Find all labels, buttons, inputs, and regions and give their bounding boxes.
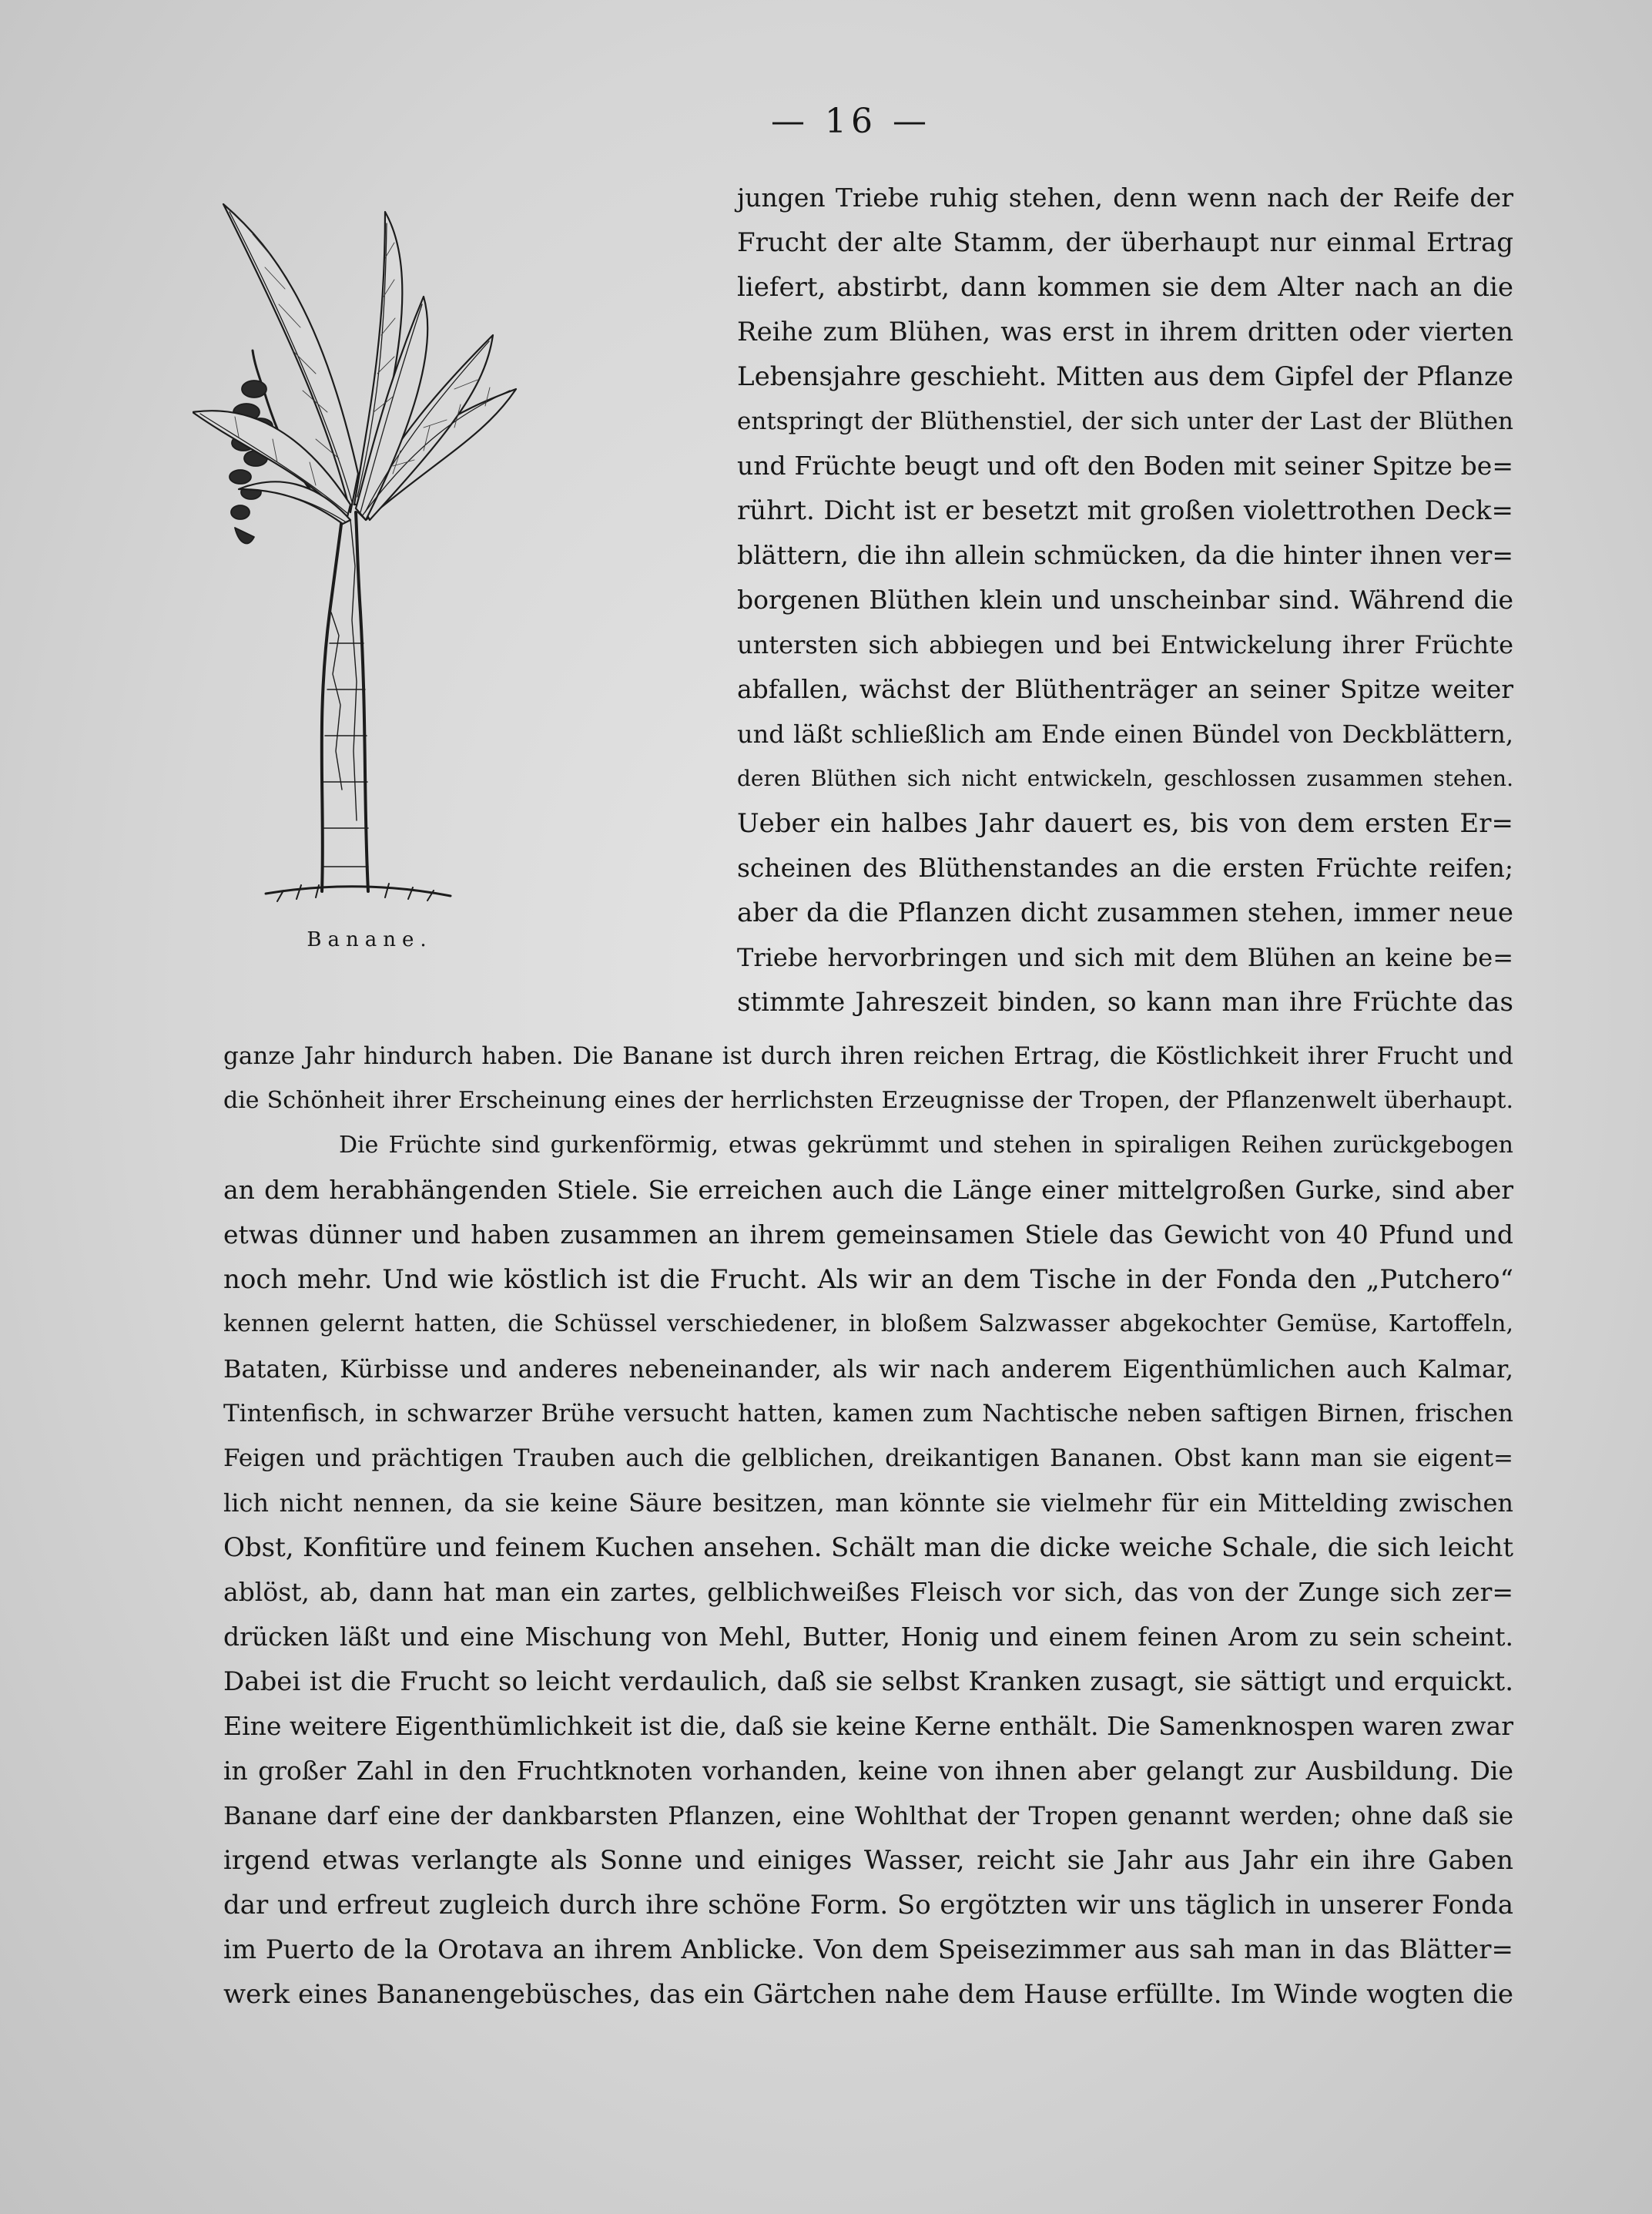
text-line: rührt. Dicht ist er besetzt mit großen violettrothen Deck= xyxy=(737,495,1513,526)
text-line: entspringt der Blüthenstiel, der sich unter der Last der Blüthen xyxy=(737,408,1513,435)
text-line: Bataten, Kürbisse und anderes nebeneinander, als wir nach anderem Eigenthümlichen auch Kalmar, xyxy=(223,1354,1513,1384)
text-line: Ueber ein halbes Jahr dauert es, bis von dem ersten Er= xyxy=(737,808,1513,839)
text-line: noch mehr. Und wie köstlich ist die Frucht. Als wir an dem Tische in der Fonda den „Putchero“ xyxy=(223,1264,1513,1295)
text-line: dar und erfreut zugleich durch ihre schöne Form. So ergötzten wir uns täglich in unserer Fonda xyxy=(223,1890,1513,1920)
text-line: Lebensjahre geschieht. Mitten aus dem Gipfel der Pflanze xyxy=(737,361,1513,392)
text-line: Triebe hervorbringen und sich mit dem Blühen an keine be= xyxy=(737,943,1513,972)
figure-caption: Banane. xyxy=(307,928,433,951)
text-line: Frucht der alte Stamm, der überhaupt nur einmal Ertrag xyxy=(737,227,1513,258)
text-line: aber da die Pflanzen dicht zusammen stehen, immer neue xyxy=(737,897,1513,928)
text-line: deren Blüthen sich nicht entwickeln, geschlossen zusammen stehen. xyxy=(737,766,1513,791)
text-line: die Schönheit ihrer Erscheinung eines der herrlichsten Erzeugnisse der Tropen, der Pflanzenwelt überhaupt. xyxy=(223,1087,1513,1114)
text-line: im Puerto de la Orotava an ihrem Anblicke. Von dem Speisezimmer aus sah man in das Blätter= xyxy=(223,1934,1513,1965)
text-line: kennen gelernt hatten, die Schüssel verschiedener, in bloßem Salzwasser abgekochter Gemüse, Kartoffeln, xyxy=(223,1310,1513,1337)
text-line: untersten sich abbiegen und bei Entwickelung ihrer Früchte xyxy=(737,630,1513,659)
text-line: Reihe zum Blühen, was erst in ihrem dritten oder vierten xyxy=(737,317,1513,347)
page-number: — 16 — xyxy=(771,102,931,141)
text-line: Dabei ist die Frucht so leicht verdaulich, daß sie selbst Kranken zusagt, sie sättigt und erquickt. xyxy=(223,1666,1513,1697)
text-line: liefert, abstirbt, dann kommen sie dem Alter nach an die xyxy=(737,272,1513,303)
text-line: und Früchte beugt und oft den Boden mit seiner Spitze be= xyxy=(737,451,1513,481)
text-line: stimmte Jahreszeit binden, so kann man ihre Früchte das xyxy=(737,987,1513,1018)
text-line: drücken läßt und eine Mischung von Mehl, Butter, Honig und einem feinen Arom zu sein scheint. xyxy=(223,1622,1513,1652)
text-line: lich nicht nennen, da sie keine Säure besitzen, man könnte sie vielmehr für ein Mittelding zwischen xyxy=(223,1488,1513,1518)
text-line: Eine weitere Eigenthümlichkeit ist die, daß sie keine Kerne enthält. Die Samenknospen waren zwar xyxy=(223,1711,1513,1741)
text-line: ganze Jahr hindurch haben. Die Banane ist durch ihren reichen Ertrag, die Köstlichkeit ihrer Frucht und xyxy=(223,1042,1513,1070)
text-line: Tintenfisch, in schwarzer Brühe versucht hatten, kamen zum Nachtische neben saftigen Birnen, frischen xyxy=(223,1400,1513,1427)
text-line: in großer Zahl in den Fruchtknoten vorhanden, keine von ihnen aber gelangt zur Ausbildung. Die xyxy=(223,1756,1513,1786)
text-line: abfallen, wächst der Blüthenträger an seiner Spitze weiter xyxy=(737,674,1513,704)
text-line: Banane darf eine der dankbarsten Pflanzen, eine Wohlthat der Tropen genannt werden; ohne daß sie xyxy=(223,1801,1513,1830)
text-line: werk eines Bananengebüsches, das ein Gärtchen nahe dem Hause erfüllte. Im Winde wogten die xyxy=(223,1979,1513,2010)
text-line: Feigen und prächtigen Trauben auch die gelblichen, dreikantigen Bananen. Obst kann man sie eigent= xyxy=(223,1444,1513,1472)
text-line: etwas dünner und haben zusammen an ihrem gemeinsamen Stiele das Gewicht von 40 Pfund und xyxy=(223,1219,1513,1250)
text-line: blättern, die ihn allein schmücken, da die hinter ihnen ver= xyxy=(737,540,1513,570)
text-line: ablöst, ab, dann hat man ein zartes, gelblichweißes Fleisch vor sich, das von der Zunge sich zer= xyxy=(223,1577,1513,1607)
banana-plant-illustration xyxy=(193,181,524,917)
paragraph-first-line: Die Früchte sind gurkenförmig, etwas gekrümmt und stehen in spiraligen Reihen zurückgebogen xyxy=(339,1132,1513,1159)
text-line: an dem herabhängenden Stiele. Sie erreichen auch die Länge einer mittelgroßen Gurke, sind aber xyxy=(223,1175,1513,1205)
text-line: scheinen des Blüthenstandes an die ersten Früchte reifen; xyxy=(737,853,1513,883)
text-line: Obst, Konfitüre und feinem Kuchen ansehen. Schält man die dicke weiche Schale, die sich leicht xyxy=(223,1532,1513,1563)
text-line: und läßt schließlich am Ende einen Bündel von Deckblättern, xyxy=(737,720,1513,749)
text-line: jungen Triebe ruhig stehen, denn wenn nach der Reife der xyxy=(737,183,1513,213)
text-line: borgenen Blüthen klein und unscheinbar sind. Während die xyxy=(737,585,1513,615)
text-line: irgend etwas verlangte als Sonne und einiges Wasser, reicht sie Jahr aus Jahr ein ihre Gaben xyxy=(223,1845,1513,1876)
